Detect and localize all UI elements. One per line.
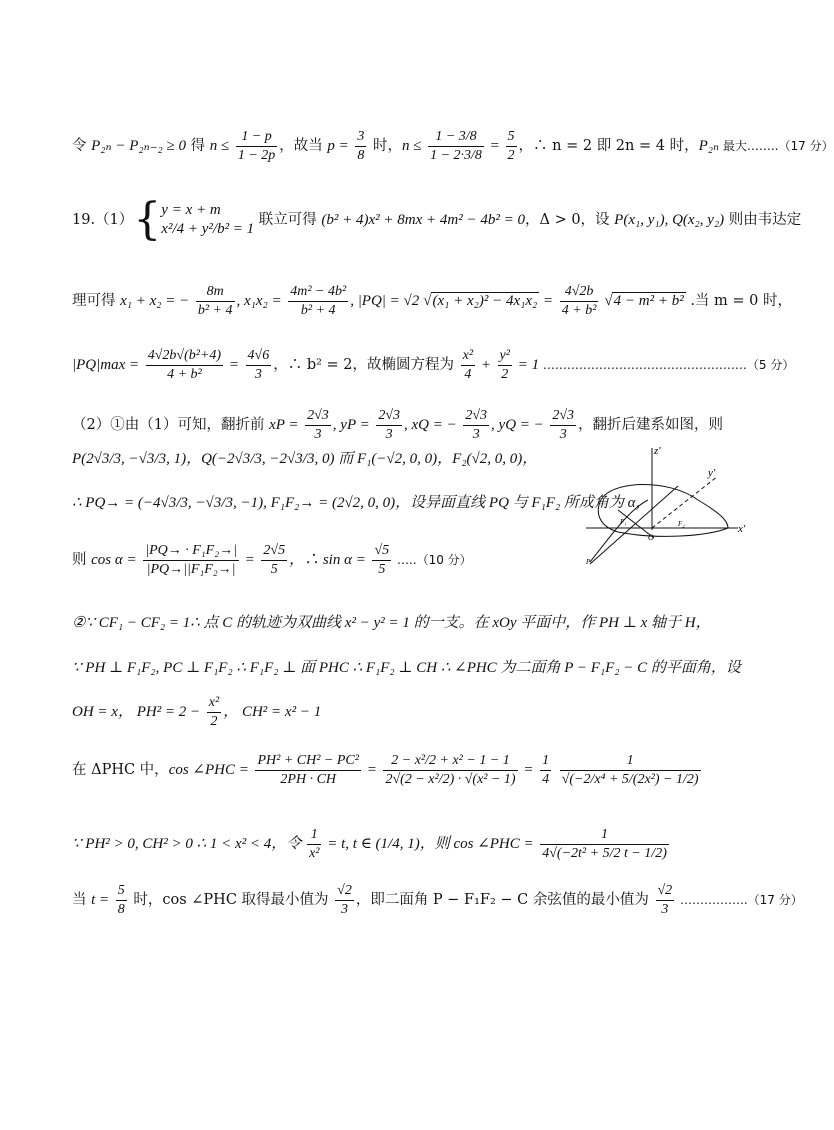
fraction: $\frac{\text{|PQ→ · F₁F₂→|}}{\text{|PQ→||F₁F₂→|}}$ xyxy=(145,543,237,577)
formula: xP = xyxy=(269,417,299,433)
fraction: $\frac{2√3}{3}$ xyxy=(552,408,575,442)
y-axis xyxy=(652,476,718,528)
fraction: $\frac{\text{4√2b√(b²+4)}}{\text{4 + b²}}$ xyxy=(147,348,222,382)
line-4 xyxy=(72,347,794,383)
line-9: ②∵ CF₁ − CF₂ = 1∴ 点 C 的轨迹为双曲线 x² − y² = 1 的一支。在 xOy 平面中，作 PH ⊥ x 轴于 H， xyxy=(72,615,711,631)
formula: = xyxy=(362,762,377,778)
formula: , |PQ| = √2 xyxy=(350,293,420,309)
formula: = 1 xyxy=(513,357,540,373)
sqrt: √ 4 − m² + b² xyxy=(612,292,685,309)
score: 最大……..（17 分） xyxy=(719,139,834,153)
text: 得 xyxy=(186,138,210,154)
fraction: $\frac{5}{2}$ xyxy=(507,129,515,163)
formula: = xyxy=(539,293,554,309)
formula: |PQ|max = xyxy=(72,357,140,373)
text: 则由韦达定 xyxy=(724,212,802,228)
fraction: $\frac{\text{x²}}{4}$ xyxy=(462,348,474,382)
line-14 xyxy=(72,882,803,918)
text: 当 xyxy=(72,892,92,908)
formula: P(x₁, y₁), Q(x₂, y₂) xyxy=(614,212,725,228)
formula: P₂ₙ xyxy=(698,138,720,154)
formula: cos α = xyxy=(91,552,137,568)
text: ，∴ b² = 2，故椭圆方程为 xyxy=(273,357,459,373)
fraction: $\frac{1}{\text{4√(−2t² + 5/2 t − 1/2)}}$ xyxy=(542,827,667,861)
formula: = xyxy=(519,762,534,778)
equation-system: y = x + m x²/4 + y²/b² = 1 xyxy=(161,201,255,237)
text: ，Δ > 0，设 xyxy=(524,212,615,228)
fraction: $\frac{\text{4m² − 4b²}}{\text{b² + 4}}$ xyxy=(290,284,347,318)
text: ，翻折后建系如图，则 xyxy=(578,417,724,433)
fraction: $\frac{\text{x²}}{2}$ xyxy=(208,695,220,729)
label-x: x' xyxy=(738,523,746,535)
label-y: y' xyxy=(708,467,716,479)
fraction: $\frac{2√3}{3}$ xyxy=(378,408,400,442)
label-f2: F₂ xyxy=(678,520,685,528)
fraction: $\frac{4√6}{3}$ xyxy=(247,348,270,382)
text: ，∴ n = 2 即 2n = 4 时， xyxy=(518,138,699,154)
formula: , x₁x₂ = xyxy=(236,293,282,309)
text: 令 xyxy=(72,138,92,154)
text: 时，cos ∠PHC 取得最小值为 xyxy=(128,892,334,908)
fraction: $\frac{\text{2 − x²/2 + x² − 1 − 1}}{\text{2√(2 − x²/2) · √(x² − 1)}}$ xyxy=(385,753,516,787)
fraction: $\frac{√5}{5}$ xyxy=(374,543,390,577)
line-10: ∵ PH ⊥ F₁F₂, PC ⊥ F₁F₂ ∴ F₁F₂ ⊥ 面 PHC ∴ F₁F₂ ⊥ CH ∴ ∠PHC 为二面角 P − F₁F₂ − C 的平面角，设 xyxy=(72,660,741,676)
label-p: P xyxy=(586,558,591,566)
label-o: O xyxy=(648,533,654,542)
text: .当 m = 0 时， xyxy=(685,293,792,309)
fraction: $\frac{√2}{3}$ xyxy=(337,883,352,917)
fraction: $\frac{2√3}{3}$ xyxy=(307,408,329,442)
fraction: $\frac{8m}{\text{b² + 4}}$ xyxy=(197,284,233,318)
fraction: $\frac{\text{y²}}{2}$ xyxy=(499,348,510,382)
line-1 xyxy=(72,128,834,164)
formula: x₁ + x₂ = − xyxy=(120,293,190,309)
fraction: $\frac{1}{\text{x²}}$ xyxy=(309,827,320,861)
label-f1: F₁ xyxy=(620,518,627,526)
formula: ， CH² = x² − 1 xyxy=(223,704,322,720)
line-11 xyxy=(72,694,321,730)
fraction: $\frac{√2}{3}$ xyxy=(657,883,673,917)
line-7: ∴ PQ→ = (−4√3/3, −√3/3, −1), F₁F₂→ = (2√2, 0, 0)，设异面直线 PQ 与 F₁F₂ 所成角为 α， xyxy=(72,495,651,511)
formula: = xyxy=(485,138,504,154)
formula: = xyxy=(225,357,239,373)
fraction: $\frac{1}{\text{√(−2/x⁴ + 5/(2x²) − 1/2)}}$ xyxy=(561,753,699,787)
line-6: P(2√3/3, −√3/3, 1)，Q(−2√3/3, −2√3/3, 0) 而 F₁(−√2, 0, 0)，F₂(√2, 0, 0)， xyxy=(72,451,538,467)
fraction: $\frac{2√5}{5}$ xyxy=(263,543,286,577)
label-z: z' xyxy=(654,445,661,457)
formula: n ≤ xyxy=(209,138,230,154)
sqrt: √ (x₁ + x₂)² − 4x₁x₂ xyxy=(431,292,539,309)
line-pq xyxy=(590,486,678,564)
text: ，即二面角 P − F₁F₂ − C 余弦值的最小值为 xyxy=(355,892,654,908)
text: （2）①由（1）可知，翻折前 xyxy=(72,417,270,433)
fraction: $\frac{1 - 3/8}{1 - 2\cdot 3/8}$ xyxy=(430,129,482,163)
fraction: $\frac{1 - p}{1 - 2p}$ xyxy=(237,129,276,163)
formula: t = xyxy=(91,892,110,908)
line-12 xyxy=(72,752,703,788)
formula: = t, t ∈ (1/4, 1)，则 cos ∠PHC = xyxy=(323,836,534,852)
text: 在 ΔPHC 中， xyxy=(72,762,169,778)
text: 则 xyxy=(72,552,92,568)
line-8 xyxy=(72,542,472,578)
score: …..（10 分） xyxy=(393,553,472,567)
formula: , yQ = − xyxy=(491,417,544,433)
line-13 xyxy=(72,826,671,862)
text: 时， xyxy=(368,138,402,154)
line-2: 19.（1）{ y = x + m x²/4 + y²/b² = 1 联立可得 (b² + 4)x² + 8mx + 4m² − 4b² = 0，Δ > 0，设 P(x₁, y₁), Q(x₂, y₂) 则由韦达定 xyxy=(72,194,802,245)
formula: OH = x， PH² = 2 − xyxy=(72,704,201,720)
question-number: 19.（1） xyxy=(72,212,134,228)
fraction: $\frac{\text{PH² + CH² − PC²}}{2PH \cdot CH}$ xyxy=(257,753,359,787)
text: 联立可得 xyxy=(254,212,322,228)
score: ……………..（17 分） xyxy=(676,893,803,907)
formula: ∵ PH² > 0, CH² > 0 ∴ 1 < x² < 4，令 xyxy=(72,836,306,852)
score: ……………………………………………（5 分） xyxy=(539,358,795,372)
formula: , yP = xyxy=(332,417,370,433)
text: 理可得 xyxy=(72,293,121,309)
line-5 xyxy=(72,407,723,443)
formula: + xyxy=(477,357,491,373)
text: ，故当 xyxy=(279,138,328,154)
formula: = xyxy=(240,552,255,568)
line-3 xyxy=(72,283,792,319)
formula: p = xyxy=(327,138,349,154)
coordinate-figure xyxy=(578,440,758,570)
fraction: $\frac{1}{4}$ xyxy=(542,753,550,787)
fraction: $\frac{3}{8}$ xyxy=(357,129,365,163)
formula: n ≤ xyxy=(401,138,422,154)
formula: (b² + 4)x² + 8mx + 4m² − 4b² = 0 xyxy=(321,212,525,228)
formula: cos ∠PHC = xyxy=(168,762,249,778)
formula: ，∴ sin α = xyxy=(289,552,366,568)
formula: P₂ₙ − P₂ₙ₋₂ ≥ 0 xyxy=(91,138,187,154)
formula: , xQ = − xyxy=(404,417,457,433)
fraction: $\frac{2√3}{3}$ xyxy=(465,408,488,442)
fraction: $\frac{5}{8}$ xyxy=(117,883,125,917)
fraction: $\frac{4√2b}{\text{4 + b²}}$ xyxy=(561,284,597,318)
